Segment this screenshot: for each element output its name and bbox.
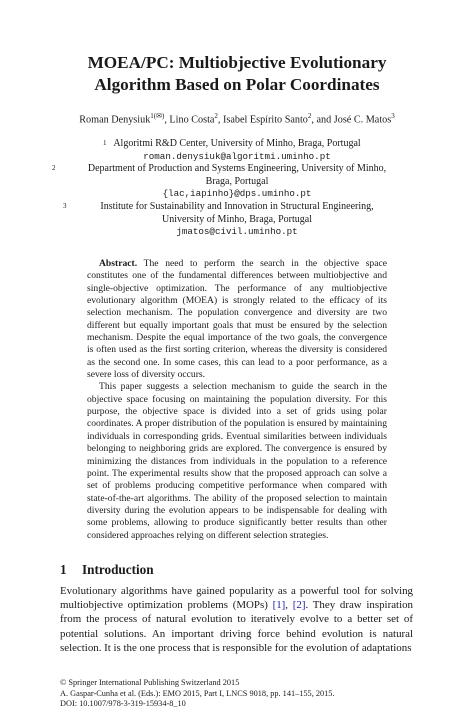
author-4-affiliation-mark: 3 xyxy=(391,112,395,120)
abstract-text-1: The need to perform the search in the objective space constitutes one of the fundamental differences between multiobjective and single-objective optimization. The performance of any multiobjective evolutionary algorithm (MOEA) is strongly related to the efficacy of its selection mechanism. The population convergence and diversity are two different but equally important goals that must be ensured by the selection mechanism. Despite the equal importance of the two goals, the convergence is often used as the first sorting criterion, whereas the diversity is considered as the second one. In some cases, this can lead to a poor performance, as a severe loss of diversity occurs. xyxy=(87,258,387,381)
affiliation-3-line-2: University of Minho, Braga, Portugal xyxy=(162,213,312,225)
title-line-1: MOEA/PC: Multiobjective Evolutionary xyxy=(87,53,387,72)
affiliation-1-email[interactable]: roman.denysiuk@algoritmi.uminho.pt xyxy=(143,150,331,162)
affiliation-1-line-1: Algoritmi R&D Center, University of Minho, Braga, Portugal xyxy=(113,138,361,149)
affiliation-2-number: 2 xyxy=(52,164,56,173)
author-4-name: , and José C. Matos xyxy=(311,114,392,126)
introduction-paragraph xyxy=(60,584,413,655)
footnote-doi: DOI: 10.1007/978-3-319-15934-8_10 xyxy=(60,699,186,709)
abstract xyxy=(87,258,387,542)
affiliation-1 xyxy=(0,138,474,163)
footnote-citation: A. Gaspar-Cunha et al. (Eds.): EMO 2015, Part I, LNCS 9018, pp. 141–155, 2015. xyxy=(60,688,335,698)
section-heading xyxy=(60,562,154,578)
affiliations xyxy=(0,138,474,239)
body-text-3: . They draw inspiration from the process of natural evolution to iteratively evolve to a better set of potential solutions. An important driving force behind evolution is natural selection. It is the one process that is responsible for the evolution of adaptations xyxy=(60,599,413,654)
author-2-affiliation-mark: 2 xyxy=(214,112,218,120)
abstract-paragraph-2: This paper suggests a selection mechanism to guide the search in the objective space focusing on maintaining the population diversity. For this purpose, the objective space is divided into a set of grids using polar coordinates. A proper distribution of the population is ensured by maintaining individuals in corresponding grids. Eventual similarities between individuals belonging to neighboring grids are explored. The convergence is ensured by minimizing the distances from individuals in the population to a reference point. The experimental results show that the proposed approach can solve a set of problems producing competitive performance when compared with state-of-the-art algorithms. The ability of the proposed selection to maintain diversity during the evolution appears to be indispensable for dealing with some problems, allowing to produce significantly better results than other considered approaches relying on different selection strategies. xyxy=(87,381,387,541)
paper-title xyxy=(0,52,474,96)
affiliation-2-email[interactable]: {lac,iapinho}@dps.uminho.pt xyxy=(162,188,312,200)
affiliation-2 xyxy=(0,163,474,201)
footnote-copyright: © Springer International Publishing Switzerland 2015 xyxy=(60,678,240,687)
introduction-text xyxy=(60,584,413,655)
author-1-name: Roman Denysiuk xyxy=(79,114,151,126)
author-3-affiliation-mark: 2 xyxy=(307,112,312,120)
affiliation-1-number: 1 xyxy=(103,139,107,147)
abstract-paragraph-1 xyxy=(87,258,387,381)
affiliation-3-number: 3 xyxy=(63,201,67,210)
affiliation-3-line-1: Institute for Sustainability and Innovation in Structural Engineering, xyxy=(100,200,374,212)
body-text-2: , xyxy=(285,599,293,612)
author-3-name: , Isabel Espírito Santo xyxy=(217,114,308,126)
affiliation-3-email[interactable]: jmatos@civil.uminho.pt xyxy=(176,226,298,238)
author-1-affiliation-mark: 1(✉) xyxy=(150,112,165,120)
copyright-footnote xyxy=(60,678,335,710)
title-line-2: Algorithm Based on Polar Coordinates xyxy=(94,75,380,94)
citation-link-1[interactable]: [1] xyxy=(272,599,286,612)
section-number: 1 xyxy=(60,562,67,577)
affiliation-2-line-2: Braga, Portugal xyxy=(205,175,269,187)
body-text-1: Evolutionary algorithms have gained popularity as a powerful tool for solving multiobjective optimization problems (MOPs) xyxy=(60,585,413,612)
citation-link-2[interactable]: [2] xyxy=(292,599,306,612)
affiliation-2-line-1: Department of Production and Systems Engineering, University of Minho, xyxy=(87,163,387,175)
author-2-name: , Lino Costa xyxy=(164,114,215,126)
section-title: Introduction xyxy=(82,562,154,577)
affiliation-3 xyxy=(0,201,474,239)
author-list xyxy=(0,112,474,125)
abstract-label: Abstract. xyxy=(99,258,138,269)
